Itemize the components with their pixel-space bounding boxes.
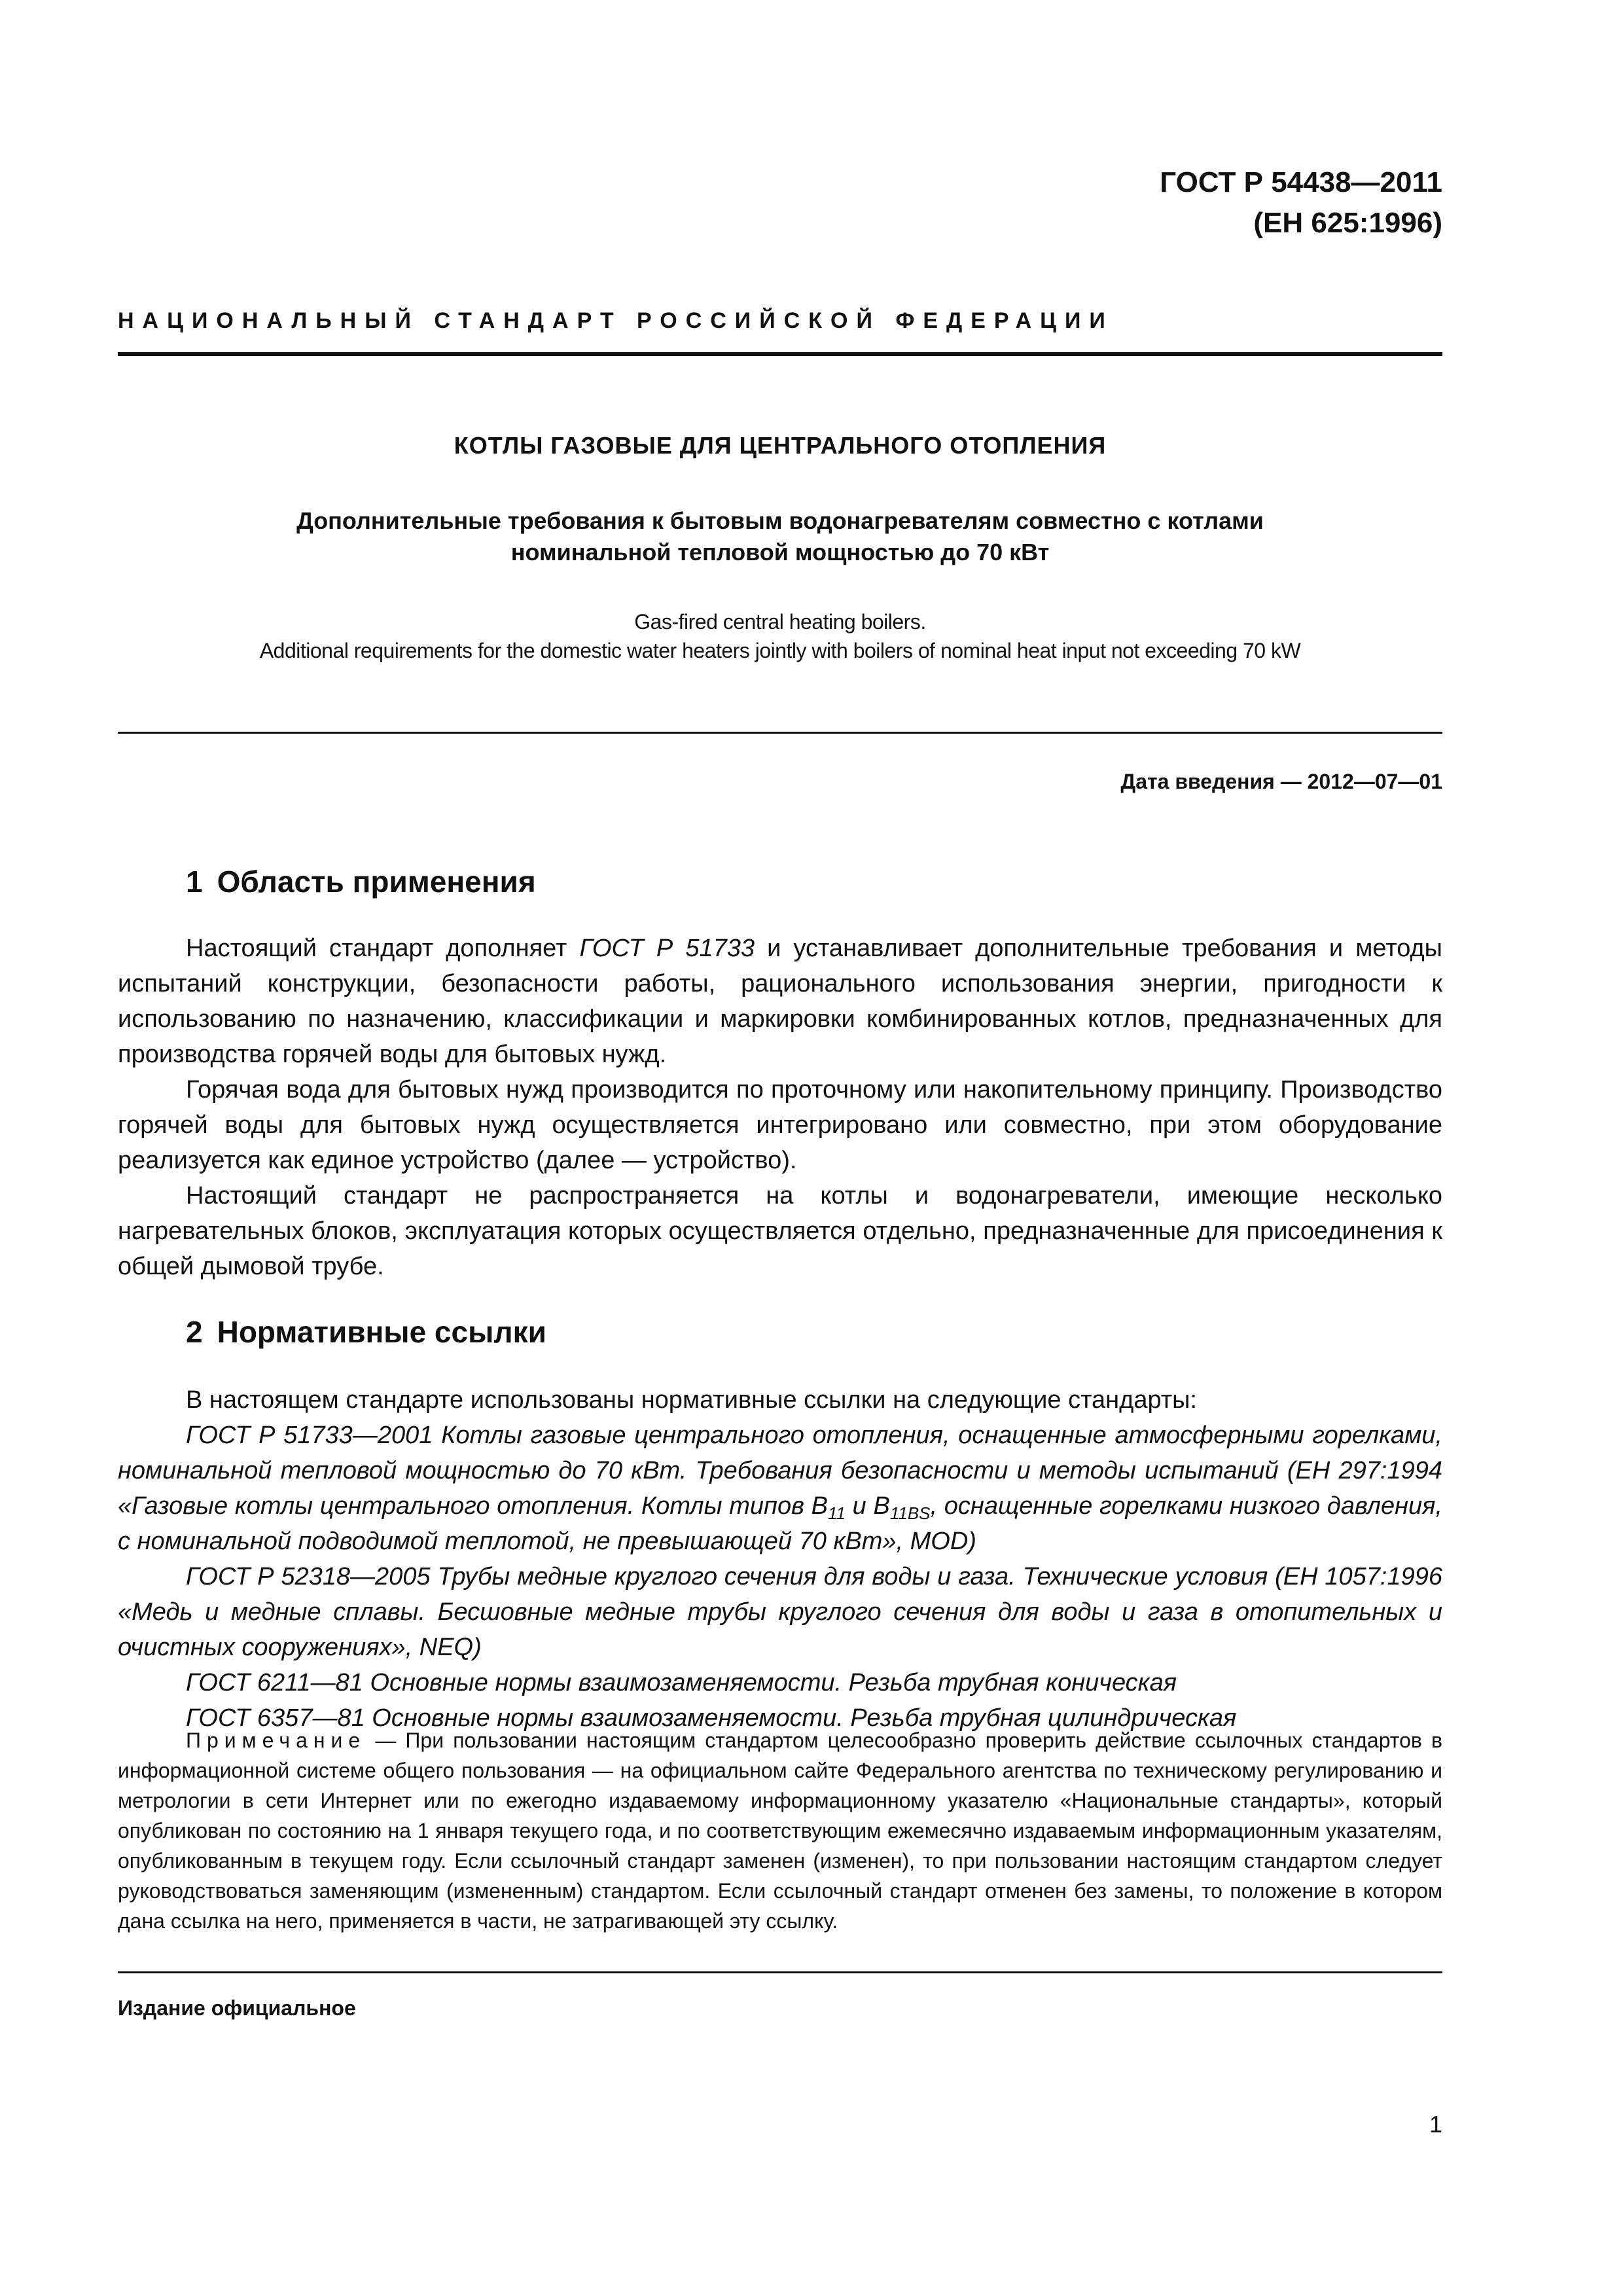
reference-gost-r-52318: ГОСТ Р 52318—2005 Трубы медные круглого сечения для воды и газа. Технические условия (ЕН 1057:1996 «Медь и медные сплавы. Бесшовные медные трубы круглого сечения для воды и газа в отопительных и очистных сооружениях», NEQ) (118, 1563, 1442, 1661)
ref1-subscript1: 11 (827, 1503, 846, 1523)
section2-note (118, 1725, 1442, 1936)
page-number: 1 (1429, 2111, 1442, 2138)
ref1-subscript2: 11BS (889, 1503, 931, 1523)
section1-number: 1 (186, 865, 203, 899)
section2-intro: В настоящем стандарте использованы нормативные ссылки на следующие стандарты: (186, 1386, 1198, 1414)
standard-code-line2: (ЕН 625:1996) (1253, 207, 1442, 239)
note-text: — При пользовании настоящим стандартом целесообразно проверить действие ссылочных стандартов в информационной системе общего пользования — на официальном сайте Федерального агентства по техническому регулированию и метрологии в сети Интернет или по ежегодно издаваемому информационному указателю «Национальные стандарты», который опубликован по состоянию на 1 января текущего года, и по соответствующим ежемесячно издаваемым информационным указателям, опубликованным в текущем году. Если ссылочный стандарт заменен (изменен), то при пользовании настоящим стандартом следует руководствоваться заменяющим (измененным) стандартом. Если ссылочный стандарт отменен без замены, то положение в котором дана ссылка на него, применяется в части, не затрагивающей эту ссылку. (118, 1729, 1442, 1933)
section1-heading (186, 864, 536, 899)
section1-title: Область применения (217, 865, 536, 899)
footer-divider (118, 1971, 1442, 1973)
title-divider (118, 732, 1442, 734)
subtitle-line1: Дополнительные требования к бытовым водонагревателям совместно с котлами (296, 507, 1264, 534)
note-label: Примечание (186, 1729, 366, 1752)
section2-body (118, 1382, 1442, 1736)
section1-paragraph1 (118, 931, 1442, 1072)
standard-code-line1: ГОСТ Р 54438—2011 (1160, 166, 1442, 198)
reference-gost-6357: ГОСТ 6357—81 Основные нормы взаимозаменяемости. Резьба трубная цилиндрическая (186, 1704, 1237, 1732)
ref1-text-a: ГОСТ Р 51733—2001 Котлы газовые центрального отопления, оснащенные атмосферными горелками, номинальной тепловой мощностью до 70 кВт. Требования безопасности и методы испытаний (ЕН 297:1994 «Газовые котлы центрального отопления. Котлы типов B (118, 1422, 1442, 1520)
section2-heading (186, 1314, 546, 1350)
section2-number: 2 (186, 1315, 203, 1349)
section1-paragraph3: Настоящий стандарт не распространяется на котлы и водонагреватели, имеющие несколько нагревательных блоков, эксплуатация которых осуществляется отдельно, предназначенные для присоединения к общей дымовой трубе. (118, 1182, 1442, 1280)
document-subtitle (118, 505, 1442, 568)
ref1-text-mid: и B (845, 1492, 890, 1520)
section1-p1-text-b: и устанавливает дополнительные требования и методы испытаний конструкции, безопасности работы, рационального использования энергии, пригодности к использованию по назначению, классификации и маркировки комбинированных котлов, предназначенных для производства горячей воды для бытовых нужд. (118, 935, 1442, 1068)
reference-gost-6211: ГОСТ 6211—81 Основные нормы взаимозаменяемости. Резьба трубная коническая (186, 1669, 1177, 1696)
subtitle-line2: номинальной тепловой мощностью до 70 кВт (510, 539, 1050, 565)
official-edition-label: Издание официальное (118, 1996, 356, 2020)
section1-p1-reference: ГОСТ Р 51733 (579, 935, 755, 962)
english-title-line2: Additional requirements for the domestic water heaters jointly with boilers of nominal heat input not exceeding 70 kW (259, 639, 1301, 662)
national-standard-heading: НАЦИОНАЛЬНЫЙ СТАНДАРТ РОССИЙСКОЙ ФЕДЕРАЦИИ (118, 308, 1114, 333)
section1-p1-text-a: Настоящий стандарт дополняет (186, 935, 580, 962)
header-divider (118, 352, 1442, 356)
section2-title: Нормативные ссылки (217, 1315, 546, 1349)
english-title (118, 607, 1442, 665)
ref1-text-b: , оснащенные горелками низкого давления, с номинальной подводимой теплотой, не превышающей 70 кВт», MOD) (118, 1492, 1442, 1555)
reference-gost-r-51733 (118, 1418, 1442, 1559)
document-title: КОТЛЫ ГАЗОВЫЕ ДЛЯ ЦЕНТРАЛЬНОГО ОТОПЛЕНИЯ (454, 432, 1107, 459)
english-title-line1: Gas-fired central heating boilers. (634, 610, 926, 634)
introduction-date: Дата введения — 2012—07—01 (1120, 770, 1442, 793)
section1-body (118, 931, 1442, 1284)
section1-paragraph2: Горячая вода для бытовых нужд производится по проточному или накопительному принципу. Производство горячей воды для бытовых нужд осуществляется интегрировано или совместно, при этом оборудование реализуется как единое устройство (далее — устройство). (118, 1076, 1442, 1174)
standard-code (1160, 162, 1442, 243)
document-page (118, 0, 1442, 2296)
